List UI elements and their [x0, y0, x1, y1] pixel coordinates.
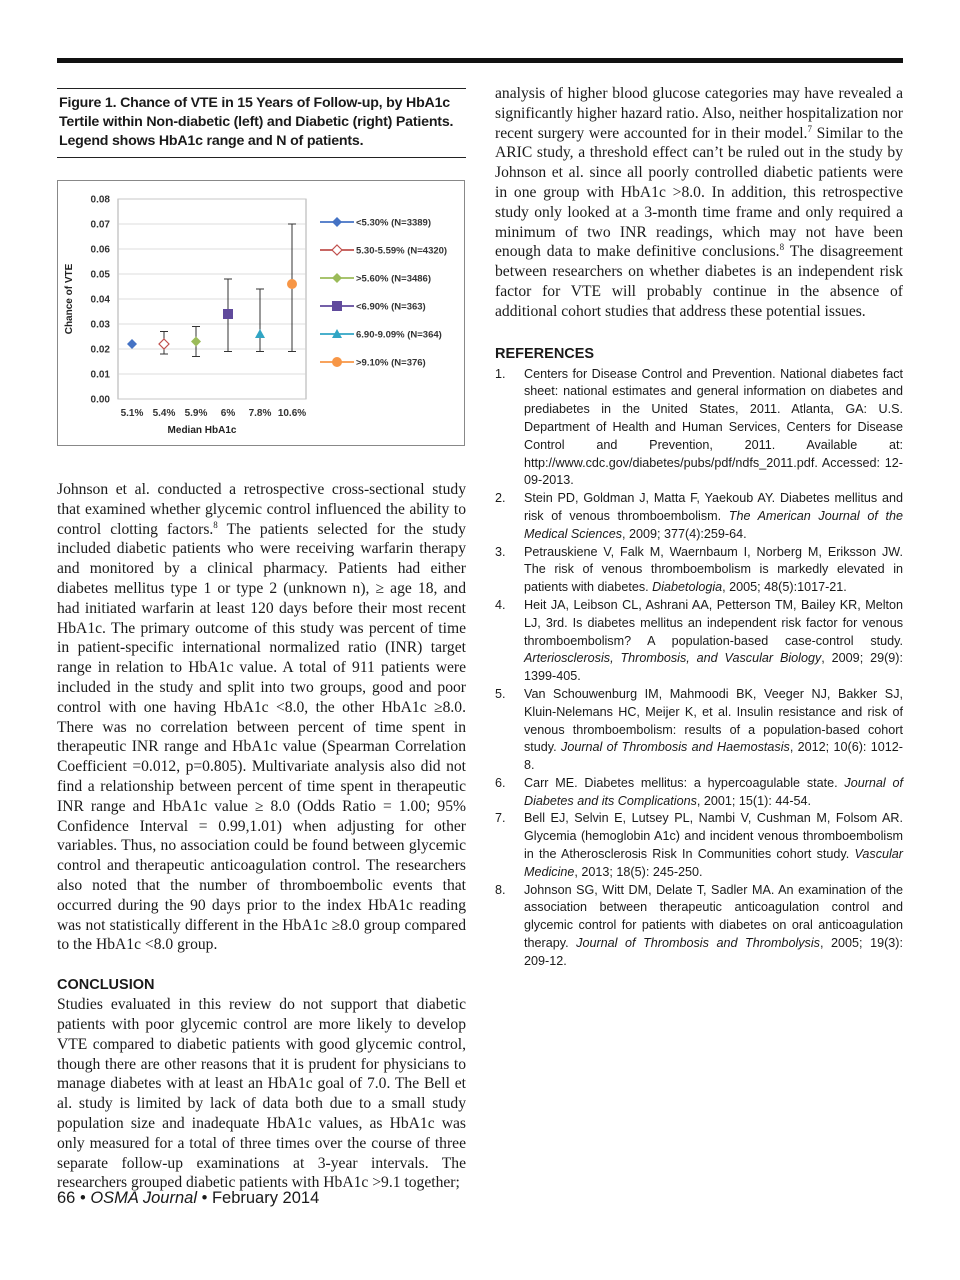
reference-text: Bell EJ, Selvin E, Lutsey PL, Nambi V, Cushman M, Folsom AR. Glycemia (hemoglobin A1c) and incident venous thromboembolism in the Atherosclerosis Risk In Communities cohort study. Vascular Medicine, 2013; 18(5): 245-250.	[524, 811, 903, 879]
y-tick-label: 0.08	[90, 194, 110, 206]
left-column	[57, 88, 466, 1193]
reference-text: Centers for Disease Control and Prevention. National diabetes fact sheet: national estimates and general information on diabetes and prediabetes in the United States, 2011. Atlanta, GA: U.S. Department of Health and Human Services, Centers for Disease Control and Prevention, 2011. Available at: http://www.cdc.gov/diabetes/pubs/pdf/ndfs_2011.pdf. Accessed: 12-09-2013.	[524, 366, 903, 488]
vte-chart	[58, 181, 464, 445]
reference-journal: Journal of Thrombosis and Haemostasis	[561, 740, 790, 755]
legend-label: >9.10% (N=376)	[356, 357, 426, 369]
x-tick-label: 5.9%	[184, 408, 208, 419]
reference-text: Van Schouwenburg IM, Mahmoodi BK, Veeger NJ, Bakker SJ, Kluin-Nelemans HC, Meijer K, et al. Insulin resistance and risk of venous thromboembolism: results of a population-based cohort study. Journal of Thrombosis and Haemostasis, 2012; 10(6): 1012-8.	[524, 686, 903, 773]
reference-item	[495, 882, 903, 971]
legend-label: <6.90% (N=363)	[356, 301, 426, 313]
body-paragraph-johnson	[57, 480, 466, 955]
reference-text: Heit JA, Leibson CL, Ashrani AA, Petterson TM, Bailey KR, Melton LJ, 3rd. Is diabetes mellitus an independent risk factor for venous thromboembolism? A population-based case-control study. Arteriosclerosis, Thrombosis, and Vascular Biology, 2009; 29(9): 1399-405.	[524, 597, 903, 684]
y-tick-label: 0.05	[90, 269, 110, 281]
legend-label: >5.60% (N=3486)	[356, 273, 431, 285]
y-tick-label: 0.06	[90, 244, 110, 256]
reference-number: 3.	[495, 544, 506, 559]
reference-item	[495, 490, 903, 543]
reference-text: Petrauskiene V, Falk M, Waernbaum I, Norberg M, Eriksson JW. The risk of venous thromboembolism is markedly elevated in patients with diabetes. Diabetologia, 2005; 48(5):1017-21.	[524, 544, 903, 595]
figure-caption: Figure 1. Chance of VTE in 15 Years of Follow-up, by HbA1c Tertile within Non-diabetic (left) and Diabetic (right) Patients. Legend shows HbA1c range and N of patients.	[57, 88, 466, 158]
x-tick-label: 5.1%	[120, 408, 144, 419]
x-axis-label: Median HbA1c	[167, 425, 237, 436]
legend-marker	[332, 301, 342, 311]
page-footer	[57, 1189, 319, 1208]
reference-journal: Arteriosclerosis, Thrombosis, and Vascular Biology	[524, 651, 822, 666]
issue-date: • February 2014	[197, 1189, 320, 1207]
reference-journal: Vascular Medicine	[524, 847, 903, 879]
legend-marker	[332, 217, 342, 227]
reference-text: Johnson SG, Witt DM, Delate T, Sadler MA. An examination of the association between therapeutic anticoagulation control and glycemic control for patients with diabetes on oral anticoagulation therapy. Journal of Thrombosis and Thrombolysis, 2005; 19(3): 209-12.	[524, 882, 903, 968]
reference-number: 1.	[495, 366, 506, 381]
y-tick-label: 0.02	[90, 344, 110, 356]
reference-journal: Journal of Diabetes and its Complications	[524, 775, 903, 808]
references-heading: REFERENCES	[495, 345, 595, 362]
reference-number: 8.	[495, 882, 506, 897]
reference-text: Carr ME. Diabetes mellitus: a hypercoagulable state. Journal of Diabetes and its Complications, 2001; 15(1): 44-54.	[524, 775, 903, 808]
top-rule	[57, 58, 903, 63]
right-column	[495, 84, 903, 971]
legend-label: <5.30% (N=3389)	[356, 217, 431, 229]
para-text: The disagreement between researchers on whether diabetes is an independent risk factor for VTE will probably continue in the absence of additional cohort studies that address these potential issues.	[495, 243, 903, 320]
reference-number: 5.	[495, 686, 506, 701]
x-tick-label: 10.6%	[277, 408, 307, 419]
y-tick-label: 0.01	[90, 369, 110, 381]
x-tick-label: 5.4%	[152, 408, 176, 419]
legend-label: 5.30-5.59% (N=4320)	[356, 245, 448, 257]
para-text: analysis of higher blood glucose categories may have revealed a significantly higher hazard ratio. Also, neither hospitalization nor recent surgery were accounted for in their model.	[495, 85, 903, 142]
citation-sup: 7	[807, 123, 812, 134]
reference-journal: Journal of Thrombosis and Thrombolysis	[576, 936, 820, 951]
legend-marker	[332, 245, 342, 255]
citation-sup: 8	[213, 519, 218, 530]
para-text: Similar to the ARIC study, a threshold effect can’t be ruled out in the study by Johnson et al. since all poorly controlled diabetic patients were in one group with HbA1c >8.0. In addition, this retrospective study only looked at a 3-month time frame and only required a minimum of two INR readings, which may not have been enough data to make definitive conclusions.	[495, 124, 903, 261]
reference-item	[495, 597, 903, 686]
legend-marker	[332, 357, 342, 367]
reference-item	[495, 544, 903, 597]
reference-item	[495, 810, 903, 881]
para-text: The patients selected for the study included diabetic patients who were receiving warfarin therapy and monitored by a clinical pharmacy. Patients had either diabetes mellitus type 1 or type 2 (unknown n), ≥ age 18, and had initiated warfarin at least 120 days before their most recent HbA1c. The primary outcome of this study was percent of time in patient-specific international normalized ratio (INR) target range in relation to HbA1c value. A total of 911 patients were included in the study and split into two groups, good and poor control with one having HbA1c <8.0, the other HbA1c ≥8.0. There was no correlation between percent of time spent in therapeutic INR range and HbA1c value (Spearman Correlation Coefficient =0.012, p=0.805). Multivariate analysis also did not find a relationship between percent of time spent in therapeutic INR range and HbA1c value ≥ 8.0 (Odds Ratio = 1.00; 95% Confidence Interval = 0.99,1.01) when adjusting for other variables. Thus, no association could be found between glycemic control and therapeutic anticoagulation control. The researchers also noted that the number of thromboembolic events that occurred during the 90 days prior to the index HbA1c reading was not statistically different in the HbA1c ≥8.0 group compared to the HbA1c <8.0 group.	[57, 520, 466, 954]
y-tick-label: 0.03	[90, 319, 110, 331]
x-tick-label: 7.8%	[248, 408, 272, 419]
para-text: Johnson et al. conducted a retrospective cross-sectional study that examined whether glycemic control influenced the ability to control clotting factors.	[57, 481, 466, 538]
y-tick-label: 0.04	[90, 294, 110, 306]
reference-item	[495, 366, 903, 491]
body-paragraph-continued	[495, 84, 903, 322]
data-point	[287, 279, 297, 289]
reference-number: 4.	[495, 597, 506, 612]
reference-number: 6.	[495, 775, 506, 790]
figure-chart	[57, 180, 465, 446]
y-tick-label: 0.00	[90, 394, 110, 406]
conclusion-heading: CONCLUSION	[57, 977, 155, 994]
data-point	[223, 309, 233, 319]
reference-number: 7.	[495, 811, 506, 826]
reference-text: Stein PD, Goldman J, Matta F, Yaekoub AY. Diabetes mellitus and risk of venous thromboembolism. The American Journal of the Medical Sciences, 2009; 377(4):259-64.	[524, 491, 903, 541]
reference-journal: Diabetologia	[652, 580, 723, 595]
footer-sep: •	[75, 1189, 91, 1207]
page-number: 66	[57, 1189, 76, 1207]
citation-sup: 8	[779, 242, 785, 253]
x-tick-label: 6%	[220, 408, 236, 419]
reference-item	[495, 775, 903, 811]
reference-journal: The American Journal of the Medical Sciences	[524, 508, 903, 541]
reference-item	[495, 686, 903, 775]
y-axis-label: Chance of VTE	[64, 263, 75, 335]
y-tick-label: 0.07	[90, 219, 110, 231]
conclusion-paragraph: Studies evaluated in this review do not support that diabetic patients with poor glycemic control are more likely to develop VTE compared to diabetic patients with good glycemic control, though there are other reasons that it is prudent for physicians to manage diabetes with at least an HbA1c goal of 7.0. The Bell et al. study is limited by lack of data both due to a small study population size and inadequate HbA1c values, as HbA1c was only measured for a total of three times over the course of three separate follow-up examinations at 3-year intervals. The researchers grouped diabetic patients with HbA1c >9.1 together;	[57, 996, 466, 1192]
journal-name: OSMA Journal	[90, 1189, 197, 1207]
legend-label: 6.90-9.09% (N=364)	[356, 329, 442, 341]
legend-marker	[332, 273, 342, 283]
references-list	[495, 366, 903, 971]
reference-number: 2.	[495, 491, 506, 506]
